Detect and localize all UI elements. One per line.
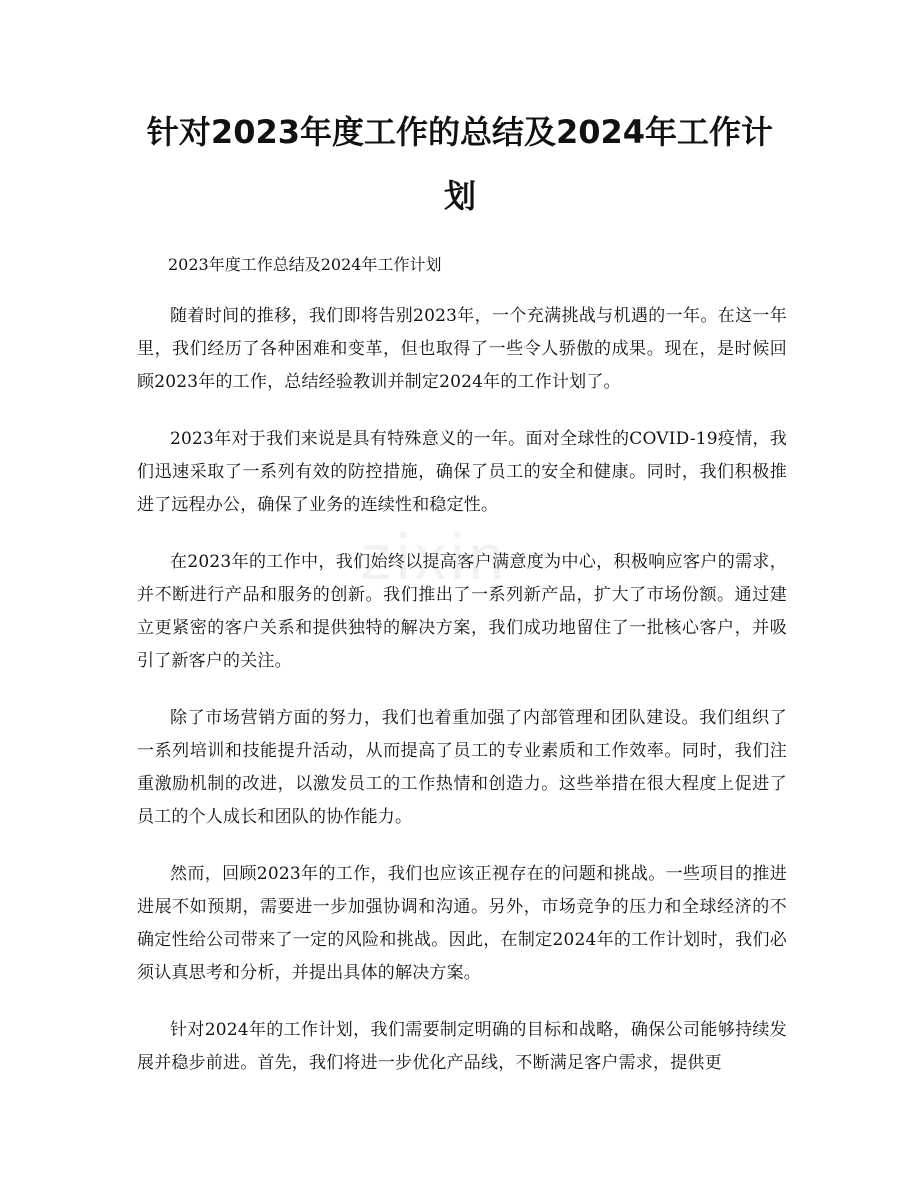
- paragraph: 在2023年的工作中，我们始终以提高客户满意度为中心，积极响应客户的需求，并不断进行产品和服务的创新。我们推出了一系列新产品，扩大了市场份额。通过建立更紧密的客户关系和提供独特的解决方案，我们成功地留住了一批核心客户，并吸引了新客户的关注。: [137, 552, 787, 671]
- paragraph: 然而，回顾2023年的工作，我们也应该正视存在的问题和挑战。一些项目的推进进展不如预期，需要进一步加强协调和沟通。另外，市场竞争的压力和全球经济的不确定性给公司带来了一定的风险和挑战。因此，在制定2024年的工作计划时，我们必须认真思考和分析，并提出具体的解决方案。: [137, 864, 787, 983]
- document-body: [137, 300, 787, 1104]
- document-subtitle: 2023年度工作总结及2024年工作计划: [168, 255, 442, 274]
- paragraph: 针对2024年的工作计划，我们需要制定明确的目标和战略，确保公司能够持续发展并稳步前进。首先，我们将进一步优化产品线，不断满足客户需求，提供更: [137, 1020, 787, 1073]
- paragraph: 随着时间的推移，我们即将告别2023年，一个充满挑战与机遇的一年。在这一年里，我们经历了各种困难和变革，但也取得了一些令人骄傲的成果。现在，是时候回顾2023年的工作，总结经验教训并制定2024年的工作计划了。: [137, 306, 787, 392]
- paragraph: 2023年对于我们来说是具有特殊意义的一年。面对全球性的COVID-19疫情，我们迅速采取了一系列有效的防控措施，确保了员工的安全和健康。同时，我们积极推进了远程办公，确保了业务的连续性和稳定性。: [137, 429, 787, 515]
- watermark: zixin: [360, 521, 509, 593]
- paragraph: 除了市场营销方面的努力，我们也着重加强了内部管理和团队建设。我们组织了一系列培训和技能提升活动，从而提高了员工的专业素质和工作效率。同时，我们注重激励机制的改进，以激发员工的工作热情和创造力。这些举措在很大程度上促进了员工的个人成长和团队的协作能力。: [137, 708, 787, 827]
- document-title: 针对2023年度工作的总结及2024年工作计划: [146, 113, 774, 215]
